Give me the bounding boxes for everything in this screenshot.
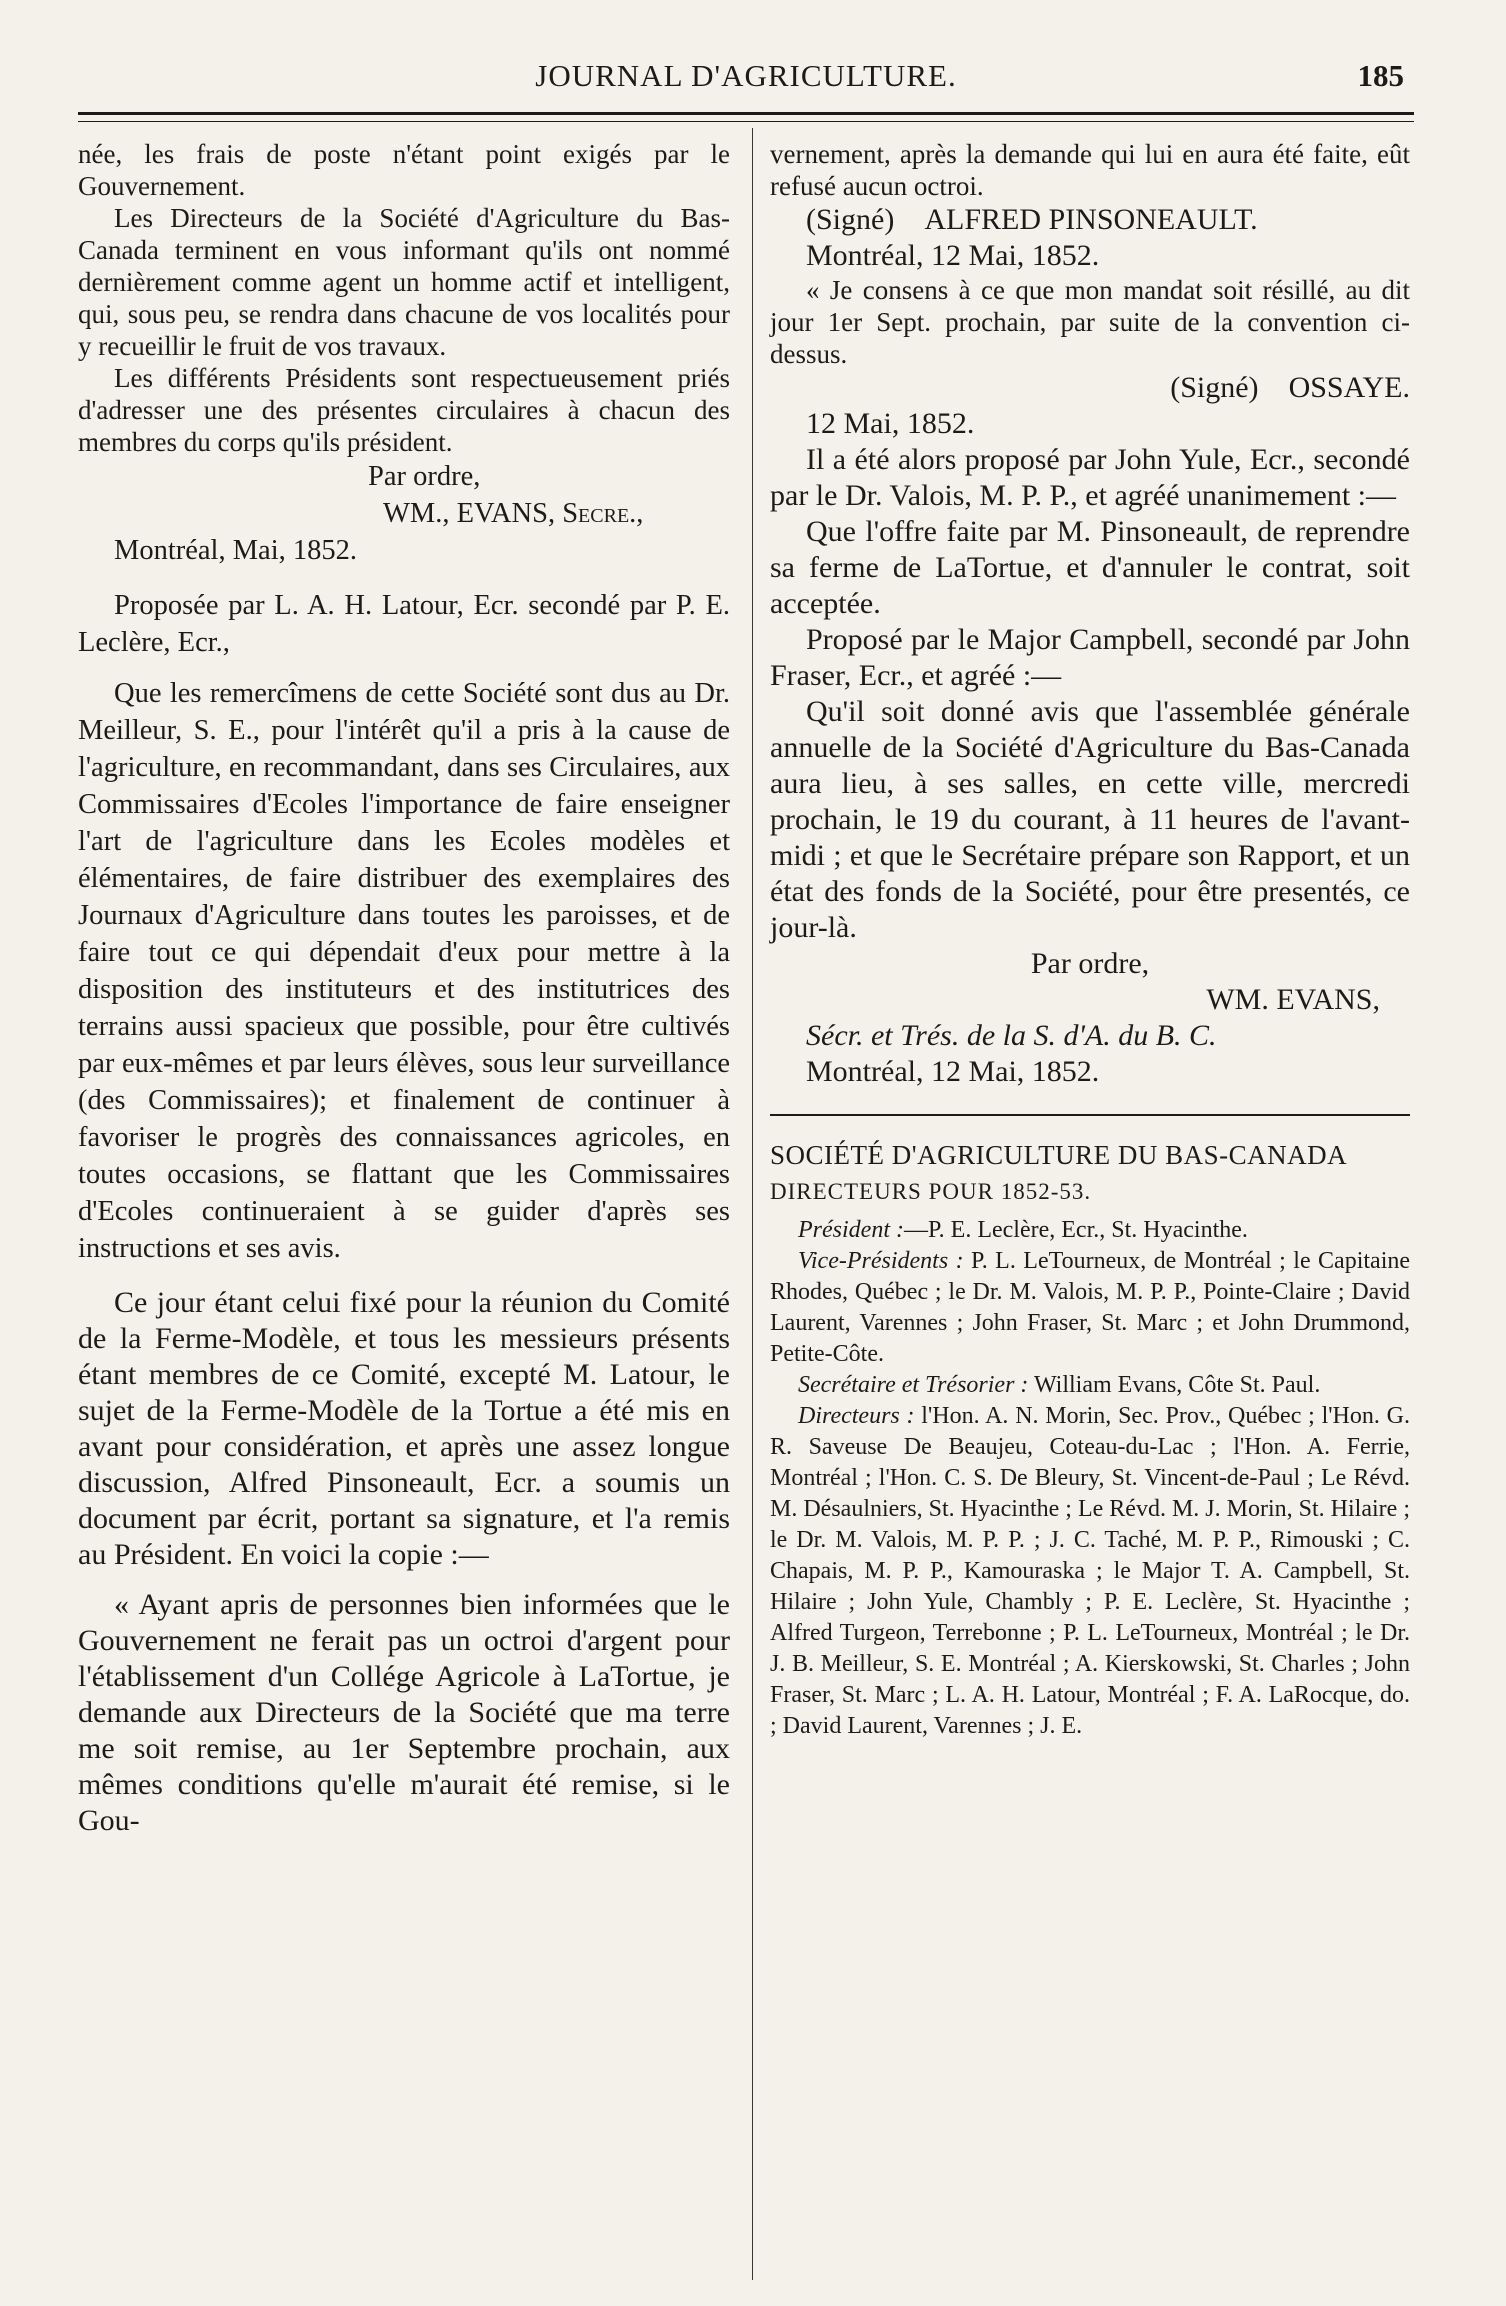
offer-accepted: Que l'offre faite par M. Pinsoneault, de reprendre sa ferme de LaTortue, et d'annuler le contrat, soit acceptée. — [770, 515, 1410, 620]
paragraph-committee: Ce jour étant celui fixé pour la réunion du Comité de la Ferme-Modèle, et tous les messieurs présents étant membres de ce Comité, excepté M. Latour, le sujet de la Ferme-Modèle de la Tortue a été mis en avant pour considération, et après une assez longue discussion, Alfred Pinsoneault, Ecr. a soumis un document par écrit, portant sa signature, et l'a remis au Président. En voici la copie :— — [78, 1286, 730, 1571]
letter-continued: vernement, après la demande qui lui en aura été faite, eût refusé aucun octroi. — [770, 139, 1410, 201]
header-rule-thin — [78, 121, 1414, 122]
signed-ossaye — [770, 370, 1410, 406]
signed-label: (Signé) — [806, 203, 895, 236]
signature-text: WM. EVANS, — [1206, 983, 1380, 1016]
vice-value: P. L. LeTourneux, de Montréal ; le Capitaine Rhodes, Québec ; le Dr. M. Valois, M. P. P., Pointe-Claire ; David Laurent, Varennes ; John Fraser, St. Marc ; et John Drummond, Petite-Côte. — [770, 1248, 1411, 1367]
directors-list — [770, 1215, 1410, 1742]
signature-evans — [770, 982, 1410, 1018]
left-column — [78, 138, 730, 1839]
section-separator — [770, 1114, 1410, 1116]
signature-evans — [383, 495, 730, 532]
secretary-entry — [770, 1370, 1410, 1401]
directors-entry — [770, 1401, 1410, 1742]
order-line: Par ordre, — [368, 461, 481, 492]
running-title: JOURNAL D'AGRICULTURE. — [535, 58, 957, 93]
page-number: 185 — [1357, 58, 1404, 93]
order-line: Par ordre, — [1030, 947, 1150, 980]
vice-presidents-entry — [770, 1246, 1410, 1370]
vice-label: Vice-Présidents : — [798, 1248, 964, 1274]
society-subtitle: DIRECTEURS POUR 1852-53. — [770, 1179, 1092, 1204]
motion-campbell: Proposé par le Major Campbell, secondé par John Fraser, Ecr., et agréé :— — [770, 623, 1410, 692]
page-header — [78, 58, 1414, 98]
motion-thanks: Que les remercîmens de cette Société sont dus au Dr. Meilleur, S. E., pour l'intérêt qu'il a pris à la cause de l'agriculture, en recommandant, dans ses Circulaires, aux Commissaires d'Ecoles l'importance de faire enseigner l'art de l'agriculture dans les Ecoles modèles et élémentaires, de faire distribuer des exemplaires des Journaux d'Agriculture dans toutes les paroisses, et de faire tout ce qui dépendait d'eux pour mettre à la disposition des instituteurs et des institutrices des terrains aussi spacieux que possible, pour être cultivés par eux-mêmes et par leurs élèves, sous leur surveillance (des Commissaires); et finalement de continuer à favoriser le progrès des connaissances agricoles, en toutes occasions, se flattant que les Commissaires d'Ecoles continueraient à se guider d'après ses instructions et ses avis. — [78, 678, 730, 1264]
paragraph-continued: née, les frais de poste n'étant point exigés par le Gouvernement. — [78, 139, 730, 201]
directors-label: Directeurs : — [798, 1403, 915, 1429]
president-entry — [770, 1215, 1410, 1246]
date-pinsoneault: Montréal, 12 Mai, 1852. — [806, 239, 1100, 272]
signed-pinsoneault — [770, 202, 1410, 238]
column-divider — [752, 128, 753, 2280]
letter-pinsoneault: « Ayant apris de personnes bien informées que le Gouvernement ne ferait pas un octroi d'argent pour l'établissement d'un Collége Agricole à LaTortue, je demande aux Directeurs de la Société que ma terre me soit remise, au 1er Septembre prochain, aux mêmes conditions qu'elle m'aurait été remise, si le Gou- — [78, 1588, 730, 1837]
right-column — [770, 138, 1410, 1742]
paragraph-directors: Les Directeurs de la Société d'Agriculture du Bas-Canada terminent en vous informant qu'ils ont nommé dernièrement comme agent un homme actif et intelligent, qui, sous peu, se rendra dans chacune de vos localités pour y recueillir le fruit de vos travaux. — [78, 203, 730, 361]
secretary-label: Secrétaire et Trésorier : — [798, 1372, 1029, 1398]
signed-label: (Signé) — [1170, 371, 1259, 404]
signature-title: Sécr. et Trés. de la S. d'A. du B. C. — [806, 1019, 1217, 1052]
motion-proposed: Proposée par L. A. H. Latour, Ecr. secondé par P. E. Leclère, Ecr., — [78, 590, 730, 658]
secretary-value: William Evans, Côte St. Paul. — [1028, 1372, 1321, 1398]
signed-name: ALFRED PINSONEAULT. — [924, 203, 1258, 236]
paragraph-presidents: Les différents Présidents sont respectueusement priés d'adresser une des présentes circulaires à chacun des membres du corps qu'ils président. — [78, 363, 730, 457]
date-evans: Montréal, 12 Mai, 1852. — [806, 1055, 1100, 1088]
society-title: SOCIÉTÉ D'AGRICULTURE DU BAS-CANADA — [770, 1140, 1348, 1170]
header-rule-thick — [78, 112, 1414, 115]
directors-value: l'Hon. A. N. Morin, Sec. Prov., Québec ; l'Hon. G. R. Saveuse De Beaujeu, Coteau-du-Lac ; l'Hon. A. Ferrie, Montréal ; l'Hon. C. S. De Bleury, St. Vincent-de-Paul ; Le Révd. M. Désaulniers, St. Hyacinthe ; Le Révd. M. J. Morin, St. Hilaire ; le Dr. M. Valois, M. P. P. ; J. C. Taché, M. P. P., Rimouski ; C. Chapais, M. P. P., Kamouraska ; le Major T. A. Campbell, St. Hilaire ; John Yule, Chambly ; P. E. Leclère, St. Hyacinthe ; Alfred Turgeon, Terrebonne ; P. L. LeTourneux, Montréal ; le Dr. J. B. Meilleur, S. E. Montréal ; A. Kierskowski, St. Charles ; John Fraser, St. Marc ; L. A. H. Latour, Montréal ; F. A. LaRocque, do. ; David Laurent, Varennes ; J. E. — [770, 1403, 1410, 1739]
date-line: Montréal, Mai, 1852. — [114, 535, 358, 566]
motion-yule: Il a été alors proposé par John Yule, Ecr., secondé par le Dr. Valois, M. P. P., et agréé unanimement :— — [770, 443, 1410, 512]
signature-text: WM., EVANS, Secre., — [383, 498, 644, 529]
date-ossaye: 12 Mai, 1852. — [806, 407, 975, 440]
notice-assembly: Qu'il soit donné avis que l'assemblée générale annuelle de la Société d'Agriculture du Bas-Canada aura lieu, à ses salles, en cette ville, mercredi prochain, le 19 du courant, à 11 heures de l'avant-midi ; et que le Secrétaire prépare son Rapport, et un état des fonds de la Société, pour être presentés, ce jour-là. — [770, 695, 1410, 944]
signed-name: OSSAYE. — [1288, 371, 1410, 404]
president-value: —P. E. Leclère, Ecr., St. Hyacinthe. — [903, 1217, 1248, 1243]
president-label: Président : — [798, 1217, 904, 1243]
consent-ossaye: « Je consens à ce que mon mandat soit résillé, au dit jour 1er Sept. prochain, par suite de la convention ci-dessus. — [770, 275, 1410, 369]
